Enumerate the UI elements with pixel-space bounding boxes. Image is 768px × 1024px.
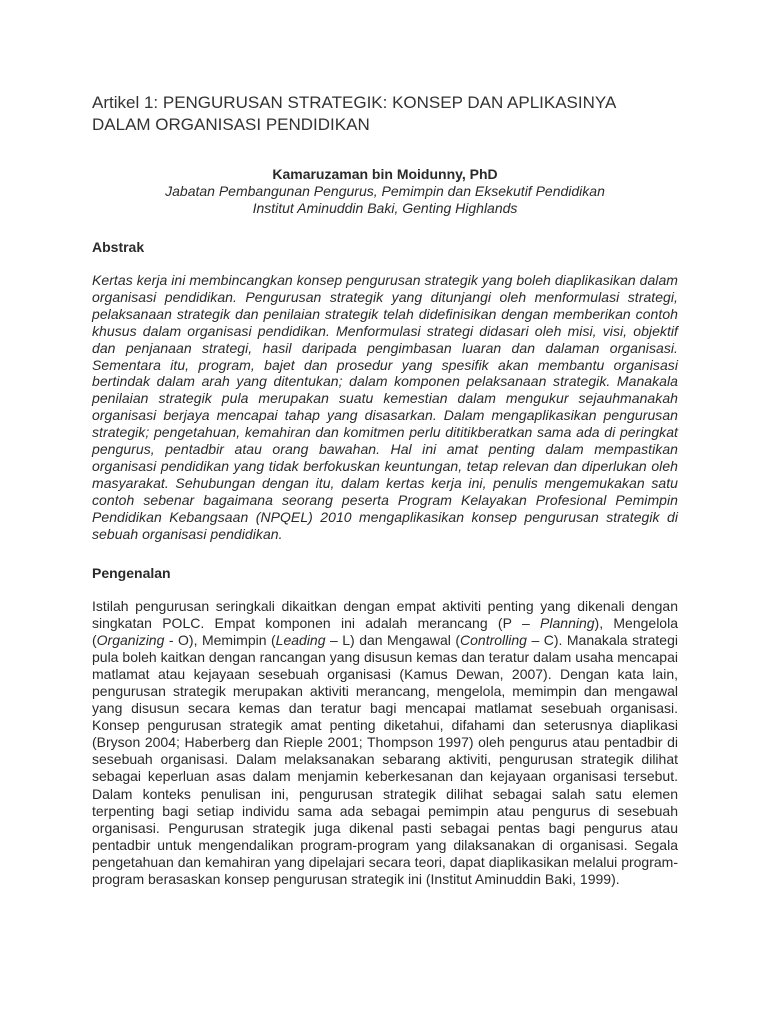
affiliation-line-2: Institut Aminuddin Baki, Genting Highlands <box>252 200 518 216</box>
article-title-line-1: Artikel 1: PENGURUSAN STRATEGIK: KONSEP DAN APLIKASINYA <box>92 93 617 112</box>
term-leading: Leading <box>275 631 326 648</box>
author-name: Kamaruzaman bin Moidunny, PhD <box>272 166 498 182</box>
intro-text-part-5: – C). Manakala strategi pula boleh kaitkan dengan rancangan yang disusun kemas dan teratur dalam usaha mencapai matlamat atau kejayaan sesebuah organisasi (Kamus Dewan, 2007). Dengan kata lain, pengurusan strategik merupakan aktiviti merancang, mengelola, memimpin dan mengawal yang disusun secara kemas dan teratur bagi mencapai matlamat sesebuah organisasi. Konsep pengurusan strategik amat penting diketahui, difahami dan seterusnya diaplikasi (Bryson 2004; Haberberg dan Rieple 2001; Thompson 1997) oleh pengurus atau pentadbir di sesebuah organisasi. Dalam melaksanakan sebarang aktiviti, pengurusan strategik dilihat sebagai keperluan asas dalam menjamin keberkesanan dan kejayaan organisasi tersebut. Dalam konteks penulisan ini, pengurusan strategik dilihat sebagai salah satu elemen terpenting bagi setiap individu sama ada sebagai pemimpin atau pengurus di sesebuah organisasi. Pengurusan strategik juga dikenal pasti sebagai pentas bagi pengurus atau pentadbir untuk mengendalikan program-program yang dilaksanakan di organisasi. Segala pengetahuan dan kemahiran yang dipelajari secara teori, dapat diaplikasikan melalui program-program berasaskan konsep pengurusan strategik ini (Institut Aminuddin Baki, 1999). <box>92 631 678 887</box>
term-controlling: Controlling <box>460 631 527 648</box>
introduction-text <box>92 598 678 889</box>
article-title <box>92 92 678 136</box>
document-page <box>92 92 678 888</box>
author-block <box>92 166 678 217</box>
term-organizing: Organizing <box>96 631 165 648</box>
introduction-heading: Pengenalan <box>92 564 171 581</box>
intro-text-part-2: ), Mengelola ( <box>92 614 678 648</box>
affiliation-line-1: Jabatan Pembangunan Pengurus, Pemimpin dan Eksekutif Pendidikan <box>165 183 605 199</box>
article-title-line-2: DALAM ORGANISASI PENDIDIKAN <box>92 115 370 134</box>
intro-text-part-3: - O), Memimpin ( <box>164 631 276 648</box>
term-planning: Planning <box>540 614 595 631</box>
intro-text-part-4: – L) dan Mengawal ( <box>325 631 461 648</box>
intro-text-part-1: Istilah pengurusan seringkali dikaitkan dengan empat aktiviti penting yang dikenali dengan singkatan POLC. Empat komponen ini adalah merancang (P – <box>92 597 678 631</box>
abstract-text: Kertas kerja ini membincangkan konsep pengurusan strategik yang boleh diaplikasikan dalam organisasi pendidikan. Pengurusan strategik yang ditunjangi oleh menformulasi strategi, pelaksanaan strategik dan penilaian strategik telah didefinisikan dengan memberikan contoh khusus dalam organisasi pendidikan. Menformulasi strategi didasari oleh misi, visi, objektif dan penjanaan strategi, hasil daripada pengimbasan luaran dan dalaman organisasi. Sementara itu, program, bajet dan prosedur yang spesifik akan membantu organisasi bertindak dalam arah yang ditentukan; dalam komponen pelaksanaan strategik. Manakala penilaian strategik pula merupakan suatu kemestian dalam mengukur sejauhmanakah organisasi berjaya mencapai tahap yang disasarkan. Dalam mengaplikasikan pengurusan strategik; pengetahuan, kemahiran dan komitmen perlu dititikberatkan sama ada di peringkat pengurus, pentadbir atau orang bawahan. Hal ini amat penting dalam mempastikan organisasi pendidikan yang tidak berfokuskan keuntungan, tetap relevan dan diperlukan oleh masyarakat. Sehubungan dengan itu, dalam kertas kerja ini, penulis mengemukakan satu contoh sebenar bagaimana seorang peserta Program Kelayakan Profesional Pemimpin Pendidikan Kebangsaan (NPQEL) 2010 mengaplikasikan konsep pengurusan strategik di sebuah organisasi pendidikan. <box>92 272 678 542</box>
abstract-heading: Abstrak <box>92 239 145 255</box>
